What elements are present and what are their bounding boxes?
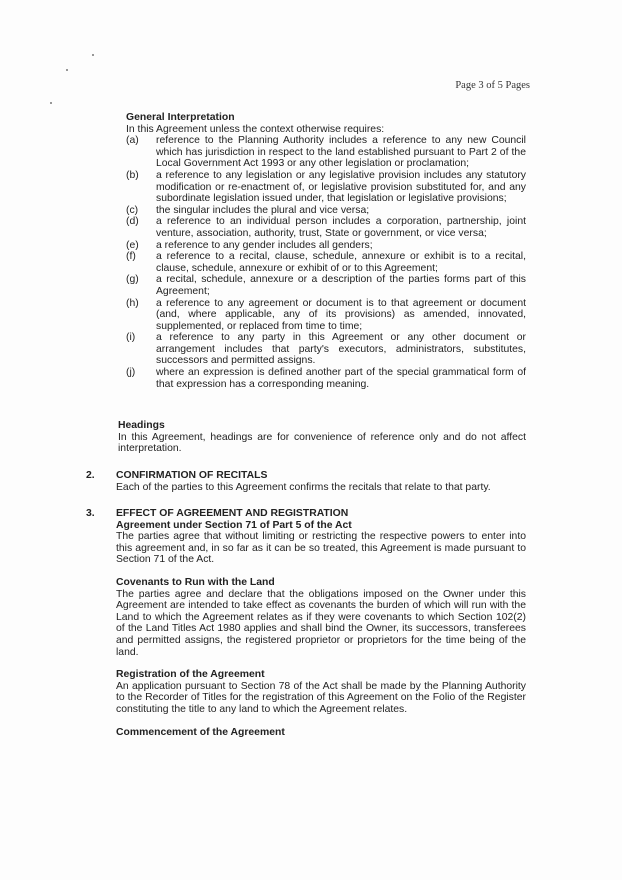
list-text: a reference to an individual person includes a corporation, partnership, joint venture, association, authority, trust, State or government, or vice versa; [156, 216, 526, 239]
headings-section [118, 420, 526, 455]
list-text: a reference to any legislation or any legislative provision includes any statutory modification or re-enactment of, or legislative provision substituted for, and any subordinate legislation issued under, that legislation or legislative provisions; [156, 169, 526, 205]
list-text: the singular includes the plural and vice versa; [156, 204, 370, 216]
list-item [126, 367, 526, 390]
list-item [126, 274, 526, 297]
list-text: a reference to any agreement or document is to that agreement or document (and, where applicable, any of its provisions) as amended, innovated, supplemented, or replaced from time to time; [156, 297, 526, 332]
list-item [126, 332, 526, 367]
list-label: (f) [126, 251, 136, 263]
general-interpretation-intro: In this Agreement unless the context otherwise requires: [126, 123, 385, 135]
sub-heading: Registration of the Agreement [116, 669, 265, 681]
list-item [126, 205, 526, 217]
sub-text: The parties agree and declare that the obligations imposed on the Owner under this Agreement are intended to take effect as covenants the burden of which will run with the Land to which the Agreement relates as if they were covenants to which Section 102(2) of the Land Titles Act 1980 applies and shall bind the Owner, its successors, transferees and permitted assigns, the registered proprietor or proprietors for the time being of the land. [116, 588, 526, 658]
list-label: (b) [126, 169, 139, 181]
scan-speck [66, 69, 68, 71]
list-item [126, 135, 526, 170]
sub-heading: Covenants to Run with the Land [116, 576, 275, 588]
section-3-title: EFFECT OF AGREEMENT AND REGISTRATION [116, 508, 349, 519]
list-label: (g) [126, 274, 139, 286]
list-item [126, 170, 526, 205]
section-3 [116, 508, 526, 738]
list-item [126, 240, 526, 252]
list-text: a recital, schedule, annexure or a description of the parties forms part of this Agreement; [156, 274, 526, 297]
section-2-text: Each of the parties to this Agreement confirms the recitals that relate to that party. [116, 481, 491, 493]
sub-text: The parties agree that without limiting or restricting the respective powers to enter into this agreement and, in so far as it can be so treated, this Agreement is made pursuant to Section 71 of the Act. [116, 531, 526, 566]
scan-speck [50, 102, 52, 104]
section-2 [116, 470, 526, 493]
list-label: (h) [126, 297, 139, 309]
list-item [126, 251, 526, 274]
section-2-number: 2. [86, 470, 95, 481]
list-label: (d) [126, 216, 139, 228]
list-item [126, 216, 526, 239]
list-text: reference to the Planning Authority includes a reference to any new Council which has jurisdiction in respect to the land established pursuant to Part 2 of the Local Government Act 1993 or any other legislation or proclamation; [156, 135, 526, 170]
list-label: (i) [126, 332, 136, 344]
sub-heading: Agreement under Section 71 of Part 5 of the Act [116, 519, 352, 531]
headings-text: In this Agreement, headings are for convenience of reference only and do not affect interpretation. [118, 431, 526, 455]
list-text: where an expression is defined another part of the special grammatical form of that expression has a corresponding meaning. [156, 367, 526, 390]
sub-heading: Commencement of the Agreement [116, 726, 285, 738]
section-3-number: 3. [86, 508, 95, 519]
list-label: (e) [126, 239, 139, 251]
section-2-title: CONFIRMATION OF RECITALS [116, 470, 268, 481]
headings-heading: Headings [118, 420, 165, 431]
list-text: a reference to any gender includes all genders; [156, 239, 373, 251]
general-interpretation-heading: General Interpretation [126, 112, 235, 123]
page-number: Page 3 of 5 Pages [455, 80, 530, 91]
sub-text: An application pursuant to Section 78 of the Act shall be made by the Planning Authority to the Recorder of Titles for the registration of this Agreement on the Folio of the Register constituting the title to any land to which the Agreement relates. [116, 680, 526, 715]
general-interpretation-section [126, 112, 526, 390]
list-label: (a) [126, 135, 139, 147]
list-text: a reference to a recital, clause, schedule, annexure or exhibit is to a recital, clause, schedule, annexure or exhibit of or to this Agreement; [156, 251, 526, 274]
scan-speck [92, 54, 94, 56]
list-label: (c) [126, 204, 139, 216]
list-label: (j) [126, 367, 136, 379]
list-item [126, 298, 526, 333]
list-text: a reference to any party in this Agreement or any other document or arrangement includes that party's executors, administrators, substitutes, successors and permitted assigns. [156, 332, 526, 367]
